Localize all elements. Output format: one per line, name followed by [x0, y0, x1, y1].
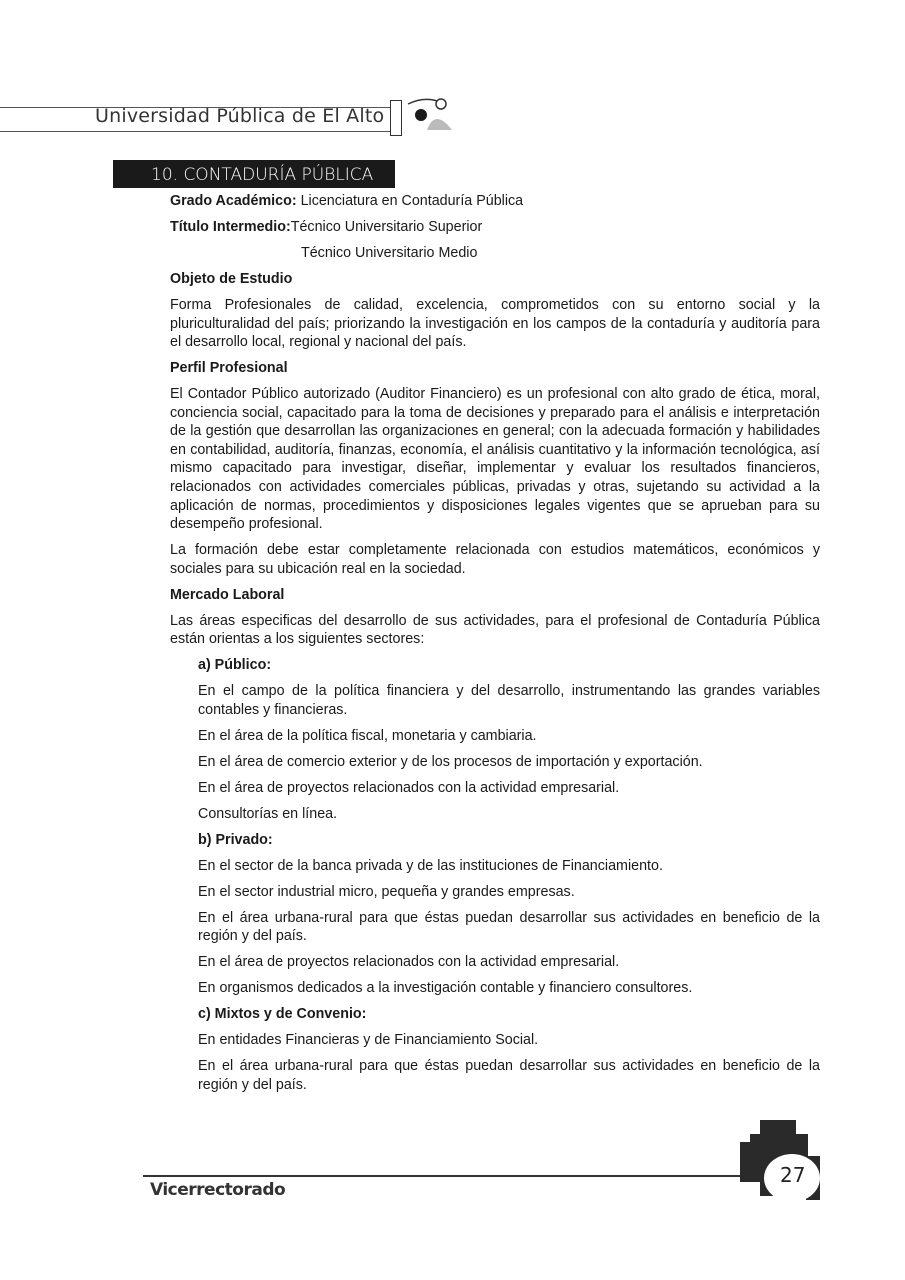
- titulo-value-2: Técnico Universitario Medio: [301, 244, 478, 261]
- list-item: Consultorías en línea.: [198, 805, 338, 822]
- privado-heading: b) Privado:: [198, 831, 273, 848]
- list-item: En el área urbana-rural para que éstas puedan desarrollar sus actividades en beneficio de la región y del país.: [198, 909, 820, 945]
- formacion-text: La formación debe estar completamente relacionada con estudios matemáticos, económicos y sociales para su ubicación real en la sociedad.: [170, 542, 820, 577]
- list-item: En el área de comercio exterior y de los procesos de importación y exportación.: [198, 753, 703, 770]
- list-item: En el sector de la banca privada y de las instituciones de Financiamiento.: [198, 857, 663, 874]
- header-title: Universidad Pública de El Alto: [95, 105, 385, 127]
- titulo-line: [170, 218, 820, 237]
- list-item: En el área de la política fiscal, monetaria y cambiaria.: [198, 727, 537, 744]
- university-emblem-icon: [405, 96, 455, 134]
- list-item: En organismos dedicados a la investigación contable y financiero consultores.: [198, 980, 693, 997]
- list-item: En el área urbana-rural para que éstas puedan desarrollar sus actividades en beneficio de la región y del país.: [198, 1058, 820, 1093]
- publico-heading: a) Público:: [198, 657, 272, 674]
- list-item: En el área de proyectos relacionados con la actividad empresarial.: [198, 954, 620, 971]
- objeto-heading: Objeto de Estudio: [170, 270, 293, 287]
- grado-line: [170, 192, 820, 211]
- list-item: En el campo de la política financiera y del desarrollo, instrumentando las grandes variables contables y financieras.: [198, 683, 820, 718]
- titulo-value: Técnico Universitario Superior: [290, 218, 483, 235]
- page-number: 27: [780, 1163, 806, 1187]
- footer-rule: [143, 1175, 740, 1177]
- section-title: 10. CONTADURÍA PÚBLICA: [113, 160, 395, 188]
- mixtos-heading: c) Mixtos y de Convenio:: [198, 1006, 367, 1023]
- titulo-label: Título Intermedio:: [170, 218, 291, 235]
- grado-value: Licenciatura en Contaduría Pública: [296, 193, 524, 209]
- mercado-text: Las áreas especificas del desarrollo de sus actividades, para el profesional de Contaduría Pública están orientas a los siguientes sectores:: [170, 612, 820, 648]
- grado-label: Grado Académico:: [170, 193, 297, 209]
- page-number-emblem-icon: [740, 1120, 822, 1200]
- perfil-heading: Perfil Profesional: [170, 360, 288, 377]
- list-item: En el sector industrial micro, pequeña y grandes empresas.: [198, 883, 575, 900]
- document-body: [170, 192, 820, 1102]
- list-item: En el área de proyectos relacionados con la actividad empresarial.: [198, 779, 620, 796]
- objeto-text: Forma Profesionales de calidad, excelencia, comprometidos con su entorno social y la pluriculturalidad del país; priorizando la investigación en los campos de la contaduría y auditoría para el desarrollo local, regional y nacional del país.: [170, 296, 820, 351]
- perfil-text: El Contador Público autorizado (Auditor Financiero) es un profesional con alto grado de ética, moral, conciencia social, capacitado para la toma de decisiones y preparado para el análisis e interpretación de la gestión que desarrollan las organizaciones en general; con la adecuada formación y habilidades en contabilidad, auditoría, finanzas, economía, el análisis cuantitativo y la información tecnológica, así mismo capacitado para investigar, diseñar, implementar y evaluar los resultados financieros, relacionados con actividades comerciales públicas, privadas y otras, sujetando su actividad a la aplicación de normas, procedimientos y disposiciones legales vigentes que se aprueban para su desempeño profesional.: [170, 386, 820, 533]
- list-item: En entidades Financieras y de Financiamiento Social.: [198, 1032, 539, 1049]
- header-bracket: [390, 100, 402, 136]
- vicerrectorado-logo: Vicerrectorado: [150, 1180, 286, 1200]
- header-rule-bottom: [0, 131, 390, 132]
- mercado-heading: Mercado Laboral: [170, 586, 285, 603]
